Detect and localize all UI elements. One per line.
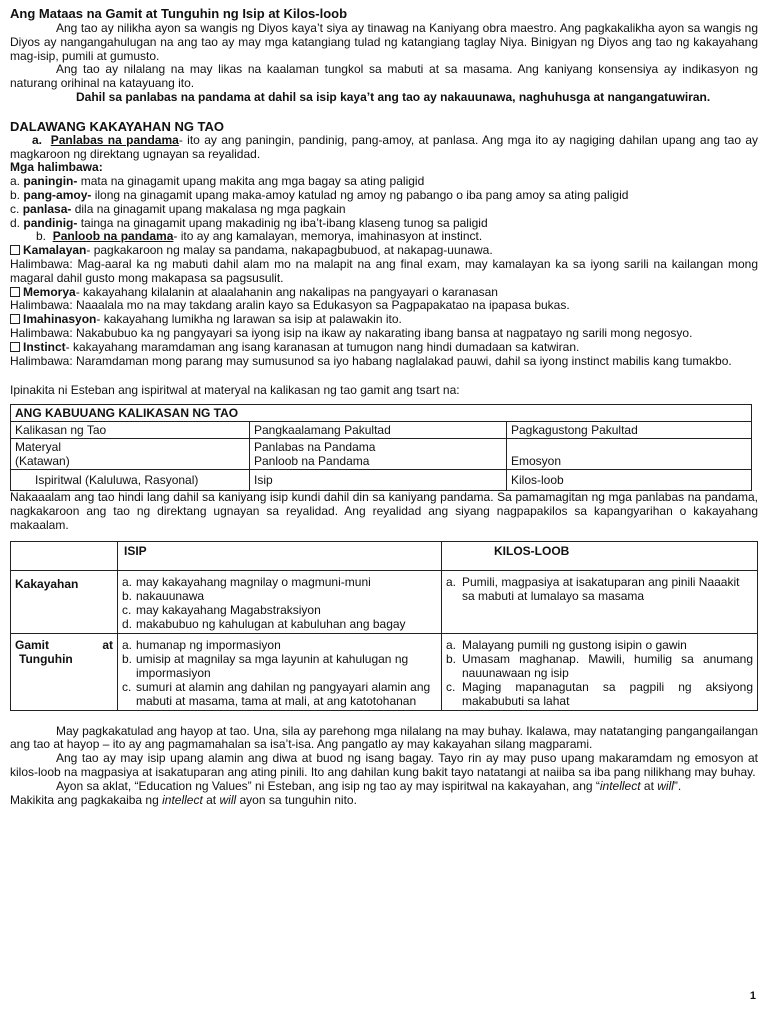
example-item: c. panlasa- dila na ginagamit upang makalasa ng mga pagkain <box>10 201 346 216</box>
list-item: a. Malayang pumili ng gustong isipin o gawin <box>446 637 687 652</box>
esteban-intro: Ipinakita ni Esteban ang ispiritwal at materyal na kalikasan ng tao gamit ang tsart na: <box>10 383 460 398</box>
nature-of-man-table <box>10 404 752 491</box>
section-heading: DALAWANG KAKAYAHAN NG TAO <box>10 118 225 134</box>
list-item: a. Pumili, magpasiya at isakatuparan ang pinili Naaakit sa mabuti at lumalayo sa masama <box>446 574 740 603</box>
example-item: d. pandinig- tainga na ginagamit upang makadinig ng iba’t-ibang klaseng tunog sa paligid <box>10 215 488 230</box>
list-item: a. humanap ng impormasiyon <box>122 637 281 652</box>
checkbox-square-icon <box>10 245 20 255</box>
closing-paragraph-4: Makikita ang pagkakaiba ng intellect at will ayon sa tunguhin nito. <box>10 792 357 807</box>
checkbox-square-icon <box>10 314 20 324</box>
intro-paragraph-3: Dahil sa panlabas na pandama at dahil sa isip kaya’t ang tao ay nakauunawa, naghuhusga at nangangatuwiran. <box>76 89 711 104</box>
list-item: b. Umasam maghanap. Mawili, humilig sa anumang nauunawaan ng isip <box>446 651 753 680</box>
list-item: c. may kakayahang Magabstraksiyon <box>122 602 321 617</box>
inner-sense-example: Halimbawa: Nakabubuo ka ng pangyayari sa iyong isip na ikaw ay nakarating ibang bansa at nagpatayo ng sarili mong negosyo. <box>10 325 693 340</box>
intro-paragraph-1: Ang tao ay nilikha ayon sa wangis ng Diyos kaya’t siya ay tinawag na Kaniyang obra maestro. Ang pagkakalikha ayon sa wangis ng Diyos ay nangangahulugan na ang tao ay may mga katangiang tulad ng katangiang taglay Niya. Binigyan ng Diyos ang tao ng kakayahang mag-isip, pumili at gumusto. <box>10 21 758 63</box>
document-page <box>10 6 758 807</box>
table-cell: Ispiritwal (Kaluluwa, Rasyonal) <box>11 470 250 491</box>
list-item: b. nakauunawa <box>122 588 205 603</box>
table-cell: Kilos-loob <box>507 470 752 491</box>
inner-sense-item: Memorya- kakayahang kilalanin at alaalahanin ang nakalipas na pangyayari o karanasan <box>10 286 758 300</box>
document-title: Ang Mataas na Gamit at Tunguhin ng Isip at Kilos-loob <box>10 6 348 21</box>
inner-sense-item: Imahinasyon- kakayahang lumikha ng larawan sa isip at palawakin ito. <box>10 313 758 327</box>
closing-paragraph-3: Ayon sa aklat, “Education ng Values” ni Esteban, ang isip ng tao ay may ispiritwal na kakayahan, ang “intellect at will”. <box>56 778 682 793</box>
page-number: 1 <box>749 990 756 1002</box>
table-cell: Isip <box>250 470 507 491</box>
closing-paragraph-1: May pagkakatulad ang hayop at tao. Una, sila ay parehong mga nilalang na may buhay. Ikalawa, may natatanging pangangailangan ang tao at hayop – ito ay ang pagmamahalan sa isa’t-isa. Ang pangatlo ay may kakayahan silang magparami. <box>10 723 758 752</box>
list-item: c. Maging mapanagutan sa pagpili ng aksiyong makabubuti sa lahat <box>446 679 753 708</box>
list-item: d. makabubuo ng kahulugan at kabuluhan ang bagay <box>122 616 406 631</box>
checkbox-square-icon <box>10 287 20 297</box>
column-header: Pagkagustong Pakultad <box>507 422 752 439</box>
item-a-letter: a. <box>32 132 43 147</box>
list-item: c. sumuri at alamin ang dahilan ng pangyayari alamin ang mabuti at masama, tama at mali, at ang katotohanan <box>122 679 431 708</box>
table-corner-cell <box>11 541 118 570</box>
inner-senses-list <box>10 244 758 368</box>
column-header: Pangkaalamang Pakultad <box>250 422 507 439</box>
examples-label: Mga halimbawa: <box>10 160 103 175</box>
kilos-gamit-cell <box>442 633 758 710</box>
item-b-letter: b. <box>36 229 47 244</box>
item-b-term: Panloob na pandama <box>52 229 174 244</box>
kilos-kakayahan-cell <box>442 570 758 633</box>
inner-sense-item: Kamalayan- pagkakaroon ng malay sa pandama, nakapagbubuod, at nakapag-uunawa. <box>10 244 758 258</box>
table-cell: Emosyon <box>507 439 752 470</box>
closing-paragraph-2: Ang tao ay may isip upang alamin ang diwa at buod ng isang bagay. Tayo rin ay may puso upang makaramdam ng emosyon at kilos-loob na magpasiya at isakatuparan ang ating pinili. Ito ang dahilan kung bakit tayo natatangi at naiiba sa iba pang nilikhang may buhay. <box>10 751 758 779</box>
inner-sense-example: Halimbawa: Naramdaman mong parang may sumusunod sa iyo habang naglalakad pauwi, dahil sa iyong instinct mabilis kang tumakbo. <box>10 353 732 368</box>
column-header: Kalikasan ng Tao <box>11 422 250 439</box>
isip-kakayahan-cell <box>118 570 442 633</box>
list-item: b. umisip at magnilay sa mga layunin at kahulugan ng impormasiyon <box>122 651 409 680</box>
examples-list <box>10 175 758 230</box>
row-label-kakayahan: Kakayahan <box>11 570 118 633</box>
item-b-definition: - ito ay ang kamalayan, memorya, imahinasyon at instinct. <box>173 229 483 244</box>
list-item: a. may kakayahang magnilay o magmuni-muni <box>122 574 371 589</box>
item-a-term: Panlabas na pandama <box>50 132 179 147</box>
isip-gamit-cell <box>118 633 442 710</box>
inner-sense-example: Halimbawa: Naaalala mo na may takdang aralin kayo sa Edukasyon sa Pagpapakatao na ipapasa bukas. <box>10 298 570 313</box>
inner-sense-example: Halimbawa: Mag-aaral ka ng mabuti dahil alam mo na malapit na ang final exam, may kamalayan ka sa iyong sarili na kailangan mong magaral dahil gusto mong makapasa sa pagsusulit. <box>10 256 758 285</box>
table-header: ANG KABUUANG KALIKASAN NG TAO <box>11 405 752 422</box>
table-cell: Materyal (Katawan) <box>11 439 250 470</box>
checkbox-square-icon <box>10 342 20 352</box>
column-header-kilos-loob: KILOS-LOOB <box>442 541 758 570</box>
after-table-paragraph: Nakaaalam ang tao hindi lang dahil sa kaniyang isip kundi dahil din sa kaniyang pandama. Sa pamamagitan ng mga panlabas na pandama, nagkakaroon ang tao ng direktang ugnayan sa reyalidad. Ang reyalidad ang siyang nagpapakilos sa kapangyarihan o kakayahang makaalam. <box>10 490 758 532</box>
table-cell: Panlabas na Pandama Panloob na Pandama <box>250 439 507 470</box>
example-item: b. pang-amoy- ilong na ginagamit upang maka-amoy katulad ng amoy ng pabango o iba pang amoy sa ating paligid <box>10 187 629 202</box>
isip-kilos-loob-table <box>10 541 758 711</box>
item-a-definition: - ito ay ang paningin, pandinig, pang-amoy, at panlasa. Ang mga ito ay nagiging dahilan upang ang tao ay magkaroon ng direktang ugnayan sa reyalidad. <box>10 132 759 161</box>
example-item: a. paningin- mata na ginagamit upang makita ang mga bagay sa ating paligid <box>10 174 425 189</box>
intro-paragraph-2: Ang tao ay nilalang na may likas na kaalaman tungkol sa mabuti at sa masama. Ang kaniyang konsensiya ay indikasyon ng naturang orihinal na katayuang ito. <box>10 62 758 91</box>
column-header-isip: ISIP <box>118 541 442 570</box>
item-b-panloob <box>10 230 758 244</box>
inner-sense-item: Instinct- kakayahang maramdaman ang isang karanasan at tumugon nang hindi dumadaan sa katwiran. <box>10 341 758 355</box>
row-label-gamit-tunguhin: Gamit at Tunguhin <box>11 633 118 710</box>
item-a-panlabas <box>10 134 758 162</box>
